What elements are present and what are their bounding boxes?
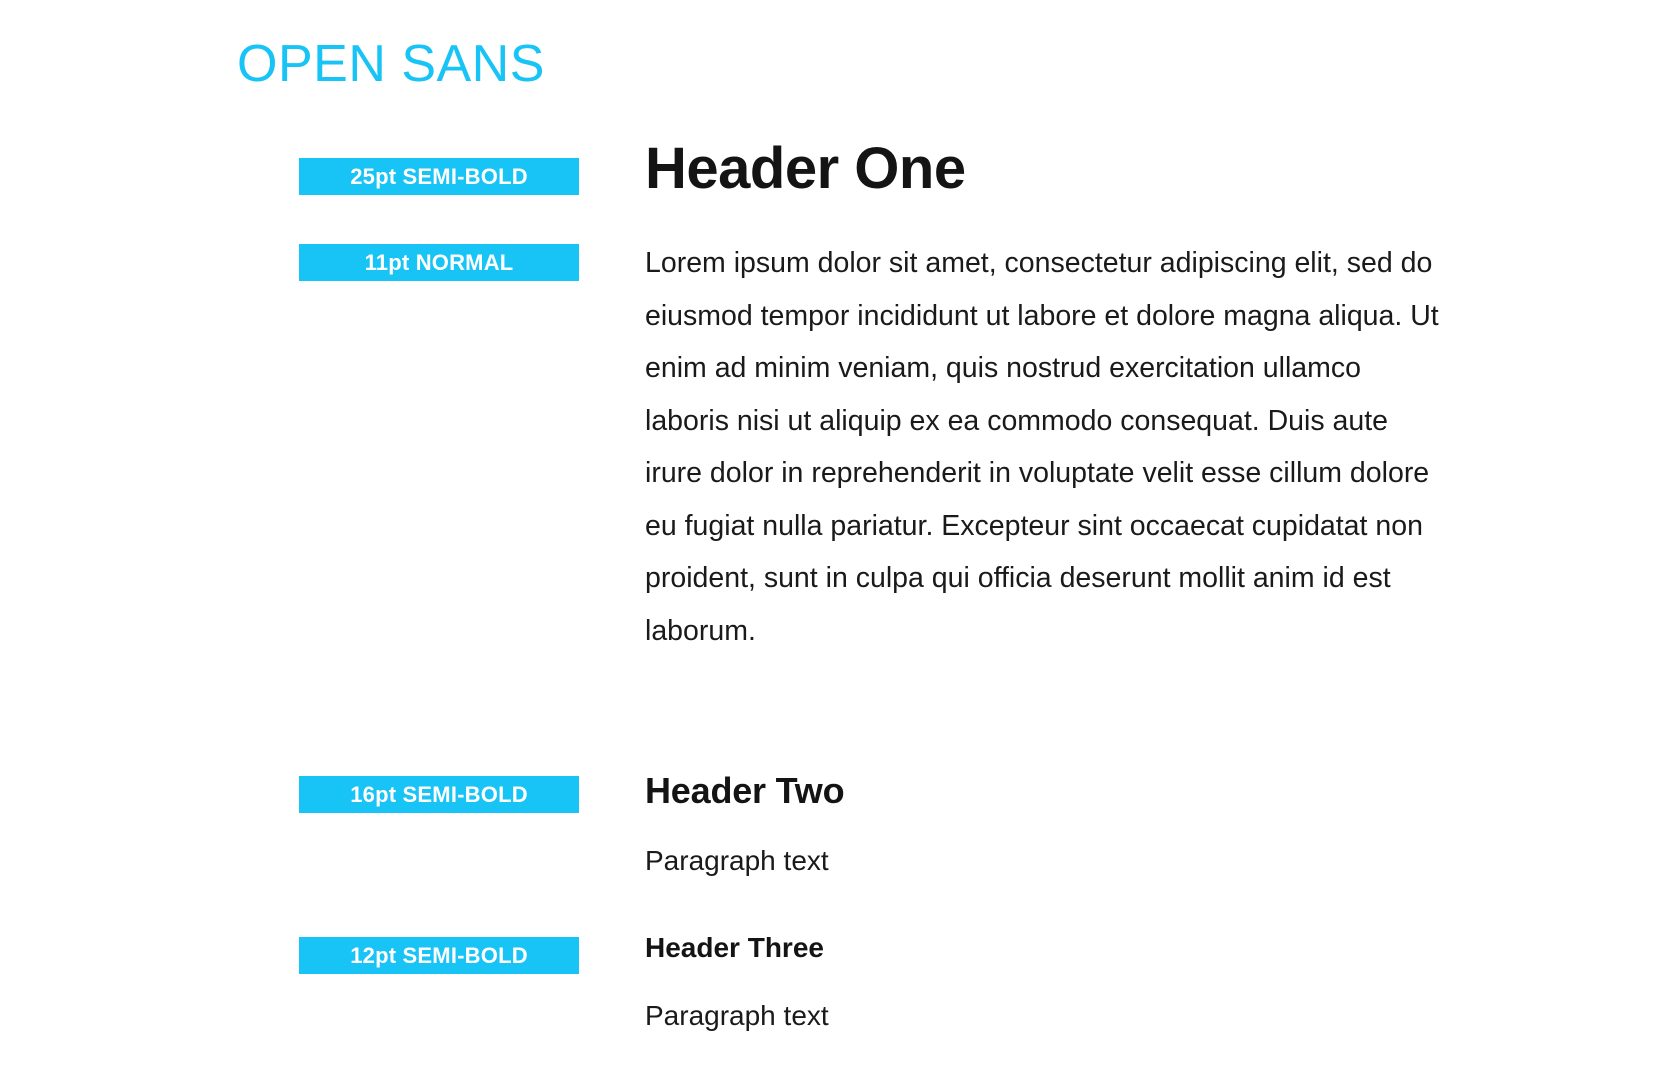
spec-badge-header-two: 16pt SEMI-BOLD: [299, 776, 579, 813]
spec-badge-header-one: 25pt SEMI-BOLD: [299, 158, 579, 195]
page-title: OPEN SANS: [237, 35, 545, 93]
spec-badge-header-three: 12pt SEMI-BOLD: [299, 937, 579, 974]
sample-header-three: Header Three: [645, 932, 824, 963]
spec-badge-body: 11pt NORMAL: [299, 244, 579, 281]
sample-paragraph-two: Paragraph text: [645, 845, 829, 876]
sample-header-two: Header Two: [645, 770, 845, 811]
sample-header-one: Header One: [645, 136, 966, 201]
sample-paragraph-three: Paragraph text: [645, 1000, 829, 1031]
sample-body-paragraph: Lorem ipsum dolor sit amet, consectetur adipiscing elit, sed do eiusmod tempor incididunt ut labore et dolore magna aliqua. Ut enim ad minim veniam, quis nostrud exercitation ullamco laboris nisi ut aliquip ex ea commodo consequat. Duis aute irure dolor in reprehenderit in voluptate velit esse cillum dolore eu fugiat nulla pariatur. Excepteur sint occaecat cupidatat non proident, sunt in culpa qui officia deserunt mollit anim id est laborum.: [645, 247, 1439, 647]
